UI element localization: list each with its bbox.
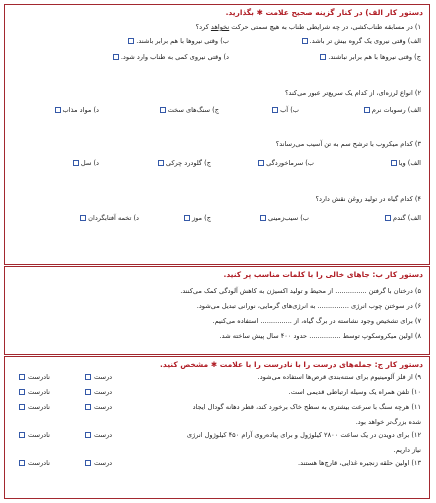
q2-option-d[interactable]: د) مواد مذاب bbox=[55, 106, 99, 114]
checkbox[interactable] bbox=[85, 432, 91, 438]
checkbox[interactable] bbox=[19, 460, 25, 466]
section-b-title: دستور کار ب: جاهای خالی را با کلمات مناسب پر کنید. bbox=[223, 270, 423, 279]
checkbox[interactable] bbox=[85, 404, 91, 410]
checkbox[interactable] bbox=[19, 404, 25, 410]
tf-item-12-continued: نیاز داریم. bbox=[393, 446, 421, 454]
section-c-title: دستور کار ج: جمله‌های درست را با نادرست را با علامت ✱ مشخص کنید. bbox=[160, 360, 423, 369]
checkbox[interactable] bbox=[260, 215, 266, 221]
true-option[interactable]: درست bbox=[85, 403, 112, 411]
true-option[interactable]: درست bbox=[85, 431, 112, 439]
blank-item-8: ۸) اولین میکروسکوپ توسط ............... حدود ۴۰۰ سال پیش ساخته شد. bbox=[219, 332, 421, 340]
q1-option-c[interactable]: ج) وقتی نیروها با هم برابر نباشند. bbox=[320, 53, 421, 61]
question-1-options-row-1 bbox=[5, 37, 429, 49]
false-option[interactable]: نادرست bbox=[19, 373, 50, 381]
tf-item-9: ۹) از فلز آلومینیوم برای ستنه‌بندی قرص‌ها استفاده می‌شود. درست نادرست bbox=[5, 371, 429, 386]
checkbox[interactable] bbox=[85, 460, 91, 466]
blank-item-7: ۷) برای تشخیص وجود نشاسته در برگ گیاه، از ............... استفاده می‌کنیم. bbox=[212, 317, 421, 325]
checkbox[interactable] bbox=[320, 54, 326, 60]
true-option[interactable]: درست bbox=[85, 373, 112, 381]
q4-option-a[interactable]: الف) گندم bbox=[385, 214, 421, 222]
q1-option-b[interactable]: ب) وقتی نیروها با هم برابر باشند. bbox=[128, 37, 229, 45]
checkbox[interactable] bbox=[55, 107, 61, 113]
section-a-title: دستور کار الف) در کنار گزینه صحیح علامت ✱ بگذارید. bbox=[225, 8, 423, 17]
q4-option-c[interactable]: ج) موز bbox=[184, 214, 211, 222]
tf-item-12: ۱۲) برای دویدن در یک ساعت ۲۸۰۰ کیلوژول و برای پیاده‌روی آرام ۴۵۰ کیلوژول انرژی درست نادرست bbox=[5, 429, 429, 444]
q2-option-b[interactable]: ب) آب bbox=[272, 106, 299, 114]
checkbox[interactable] bbox=[80, 215, 86, 221]
checkbox[interactable] bbox=[85, 374, 91, 380]
checkbox[interactable] bbox=[113, 54, 119, 60]
true-option[interactable]: درست bbox=[85, 459, 112, 467]
checkbox[interactable] bbox=[391, 160, 397, 166]
q1-option-d[interactable]: د) وقتی نیروی کمی به طناب وارد شود. bbox=[113, 53, 229, 61]
question-4-options bbox=[5, 214, 429, 226]
tf-item-11-continued: شده بزرگ‌تر خواهد بود. bbox=[355, 418, 421, 426]
checkbox[interactable] bbox=[19, 374, 25, 380]
checkbox[interactable] bbox=[160, 107, 166, 113]
blank-item-5: ۵) درختان با گرفتن ............... از محیط و تولید اکسیژن به کاهش آلودگی کمک می‌کنند. bbox=[180, 287, 421, 295]
checkbox[interactable] bbox=[385, 215, 391, 221]
question-1-options-row-2 bbox=[5, 53, 429, 65]
q3-option-a[interactable]: الف) ویا bbox=[391, 159, 421, 167]
checkbox[interactable] bbox=[302, 38, 308, 44]
false-option[interactable]: نادرست bbox=[19, 388, 50, 396]
q2-option-a[interactable]: الف) رسوبات نرم bbox=[364, 106, 421, 114]
section-a bbox=[4, 4, 430, 265]
false-option[interactable]: نادرست bbox=[19, 403, 50, 411]
question-4: ۴) کدام گیاه در تولید روغن نقش دارد؟ bbox=[315, 195, 421, 203]
section-c bbox=[4, 356, 430, 499]
q4-option-d[interactable]: د) تخمه آفتابگردان bbox=[80, 214, 139, 222]
checkbox[interactable] bbox=[258, 160, 264, 166]
question-2: ۲) انواع لرزه‌ای، از کدام یک سریع‌تر عبور می‌کند؟ bbox=[284, 89, 421, 97]
checkbox[interactable] bbox=[158, 160, 164, 166]
checkbox[interactable] bbox=[128, 38, 134, 44]
checkbox[interactable] bbox=[184, 215, 190, 221]
checkbox[interactable] bbox=[272, 107, 278, 113]
question-1: ۱) در مسابقه طناب‌کشی، در چه شرایطی طناب به هیچ سمتی حرکت نخواهد کرد؟ bbox=[195, 23, 421, 31]
blank-item-6: ۶) در سوختن چوب انرژی ............... به انرژی‌های گرمایی، نورانی تبدیل می‌شود. bbox=[196, 302, 421, 310]
section-b bbox=[4, 266, 430, 355]
q2-option-c[interactable]: ج) سنگ‌های سخت bbox=[160, 106, 219, 114]
false-option[interactable]: نادرست bbox=[19, 459, 50, 467]
checkbox[interactable] bbox=[73, 160, 79, 166]
question-3: ۳) کدام میکروب با ترشح سم به تن آسیب می‌رساند؟ bbox=[275, 140, 421, 148]
false-option[interactable]: نادرست bbox=[19, 431, 50, 439]
checkbox[interactable] bbox=[364, 107, 370, 113]
q1-option-a[interactable]: الف) وقتی نیروی یک گروه بیش تر باشد. bbox=[302, 37, 421, 45]
tf-item-13: ۱۳) اولین حلقه زنجیره غذایی، قارچ‌ها هستند. درست نادرست bbox=[5, 457, 429, 472]
q3-option-b[interactable]: ب) سرماخوردگی bbox=[258, 159, 314, 167]
q4-option-b[interactable]: ب) سیب‌زمینی bbox=[260, 214, 309, 222]
question-3-options bbox=[5, 159, 429, 171]
q3-option-c[interactable]: ج) گلودرد چرکی bbox=[158, 159, 211, 167]
question-2-options bbox=[5, 106, 429, 118]
tf-item-10: ۱۰) تلفن همراه یک وسیله ارتباطی قدیمی است. درست نادرست bbox=[5, 386, 429, 401]
checkbox[interactable] bbox=[19, 389, 25, 395]
tf-item-11: ۱۱) هرچه سنگ با سرعت بیشتری به سطح خاک برخورد کند، قطر دهانه گودال ایجاد درست نادرست bbox=[5, 401, 429, 416]
q3-option-d[interactable]: د) سل bbox=[73, 159, 99, 167]
checkbox[interactable] bbox=[85, 389, 91, 395]
true-option[interactable]: درست bbox=[85, 388, 112, 396]
checkbox[interactable] bbox=[19, 432, 25, 438]
